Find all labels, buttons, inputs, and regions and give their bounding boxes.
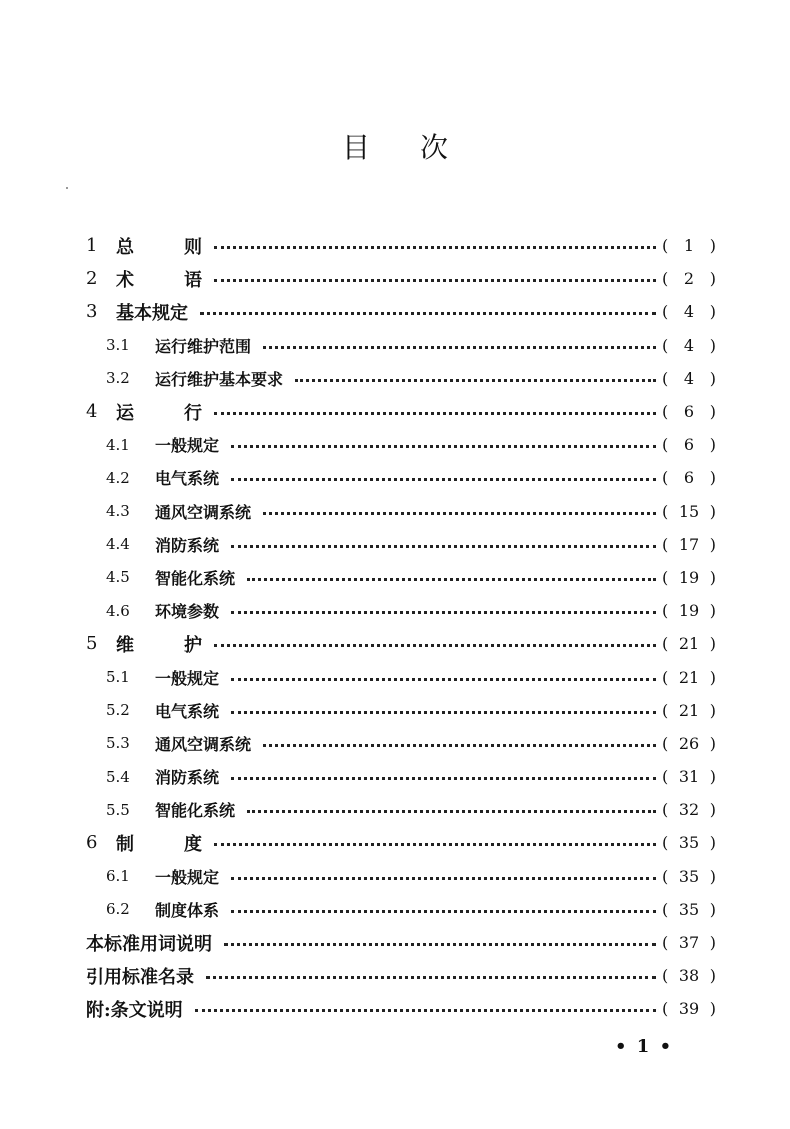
toc-entry-page (662, 800, 716, 819)
paren-close: ) (709, 634, 716, 654)
toc-entry-number: 4.3 (106, 502, 130, 521)
toc-entry-label: 电气系统 (155, 469, 220, 489)
paren-open: ( (662, 899, 669, 919)
toc-entry-page (662, 867, 716, 886)
toc-entry-page (662, 601, 716, 620)
page-ref-number: 17 (678, 534, 700, 554)
paren-close: ) (709, 402, 716, 422)
page-ref-number: 31 (678, 767, 700, 787)
toc-entry-number: 6.1 (106, 867, 130, 886)
dot-leader (231, 611, 656, 614)
paren-open: ( (662, 800, 669, 820)
dot-leader (214, 843, 656, 846)
paren-open: ( (662, 966, 669, 986)
page-ref-number: 4 (683, 302, 695, 322)
table-of-contents (86, 229, 716, 1026)
toc-entry-label-char: 度 (184, 833, 202, 855)
dot-leader (214, 279, 656, 282)
toc-entry-label: 引用标准名录 (86, 966, 194, 988)
toc-entry-page (662, 302, 716, 321)
dot-leader (195, 1009, 656, 1012)
dot-leader (231, 711, 656, 714)
toc-entry[interactable] (86, 262, 716, 295)
toc-entry-number: 5.1 (106, 668, 130, 687)
paren-close: ) (709, 700, 716, 720)
toc-entry[interactable] (86, 959, 716, 992)
toc-entry-label-char: 总 (116, 236, 134, 258)
paren-open: ( (662, 933, 669, 953)
paren-open: ( (662, 634, 669, 654)
toc-entry[interactable] (86, 229, 716, 262)
toc-entry[interactable] (86, 793, 716, 826)
paren-close: ) (709, 269, 716, 289)
toc-entry[interactable] (86, 395, 716, 428)
toc-entry-label (116, 830, 202, 856)
toc-entry[interactable] (86, 495, 716, 528)
paren-open: ( (662, 534, 669, 554)
toc-entry-number: 6 (86, 832, 98, 854)
toc-entry-page (662, 336, 716, 355)
dot-leader (214, 412, 656, 415)
toc-entry[interactable] (86, 461, 716, 494)
dot-leader (263, 512, 656, 515)
toc-entry-page (662, 734, 716, 753)
toc-entry[interactable] (86, 594, 716, 627)
dot-leader (231, 910, 656, 913)
toc-entry-page (662, 236, 716, 255)
toc-entry-number: 5.5 (106, 800, 130, 819)
page-ref-number: 32 (678, 800, 700, 820)
paren-close: ) (709, 501, 716, 521)
page-ref-number: 35 (678, 833, 700, 853)
scan-speck (66, 187, 68, 189)
toc-entry-page (662, 435, 716, 454)
toc-entry-page (662, 535, 716, 554)
paren-open: ( (662, 501, 669, 521)
page-ref-number: 19 (678, 601, 700, 621)
toc-entry[interactable] (86, 329, 716, 362)
toc-entry-page (662, 269, 716, 288)
toc-entry-page (662, 402, 716, 421)
page-ref-number: 6 (683, 402, 695, 422)
dot-leader (231, 545, 656, 548)
paren-close: ) (709, 999, 716, 1019)
toc-entry-page (662, 833, 716, 852)
toc-entry-label: 一般规定 (155, 668, 220, 688)
toc-entry-label-char: 行 (184, 402, 202, 424)
toc-entry[interactable] (86, 627, 716, 660)
toc-entry[interactable] (86, 694, 716, 727)
toc-entry-page (662, 933, 716, 952)
dot-leader (295, 379, 656, 382)
toc-entry-page (662, 468, 716, 487)
dot-leader (247, 578, 656, 581)
toc-entry-label: 环境参数 (155, 602, 220, 622)
paren-open: ( (662, 302, 669, 322)
paren-close: ) (709, 933, 716, 953)
paren-close: ) (709, 966, 716, 986)
paren-close: ) (709, 899, 716, 919)
page-ref-number: 21 (678, 634, 700, 654)
page-ref-number: 37 (678, 933, 700, 953)
paren-close: ) (709, 567, 716, 587)
toc-entry-number: 5.3 (106, 734, 130, 753)
dot-leader (231, 877, 656, 880)
toc-entry-label (116, 631, 202, 657)
toc-entry-page (662, 369, 716, 388)
paren-open: ( (662, 999, 669, 1019)
toc-entry-number: 4 (86, 401, 98, 423)
toc-entry-label: 通风空调系统 (155, 502, 252, 522)
paren-open: ( (662, 767, 669, 787)
toc-entry-number: 3.1 (106, 336, 130, 355)
paren-close: ) (709, 733, 716, 753)
toc-entry-number: 4.6 (106, 601, 130, 620)
paren-close: ) (709, 767, 716, 787)
paren-open: ( (662, 435, 669, 455)
dot-leader (231, 478, 656, 481)
paren-close: ) (709, 800, 716, 820)
toc-entry-page (662, 701, 716, 720)
toc-entry[interactable] (86, 760, 716, 793)
paren-close: ) (709, 468, 716, 488)
page-ref-number: 6 (683, 435, 695, 455)
toc-entry-label: 消防系统 (155, 768, 220, 788)
toc-entry[interactable] (86, 528, 716, 561)
dot-leader (231, 445, 656, 448)
toc-entry[interactable] (86, 992, 716, 1025)
paren-close: ) (709, 236, 716, 256)
toc-entry-page (662, 668, 716, 687)
toc-entry-label: 一般规定 (155, 436, 220, 456)
paren-open: ( (662, 667, 669, 687)
dot-leader (231, 678, 656, 681)
page-ref-number: 1 (683, 236, 695, 256)
paren-close: ) (709, 601, 716, 621)
page-ref-number: 38 (678, 966, 700, 986)
toc-entry-number: 3.2 (106, 369, 130, 388)
toc-entry-label: 本标准用词说明 (86, 933, 212, 955)
toc-entry-page (662, 568, 716, 587)
page-number: • 1 • (615, 1036, 674, 1057)
toc-entry-label (116, 233, 202, 259)
toc-entry-number: 4.1 (106, 435, 130, 454)
toc-entry-label-char: 语 (184, 269, 202, 291)
dot-leader (247, 810, 656, 813)
toc-entry-label-char: 则 (184, 236, 202, 258)
paren-open: ( (662, 700, 669, 720)
dot-leader (214, 246, 656, 249)
toc-entry-label: 智能化系统 (155, 568, 236, 588)
page-ref-number: 21 (678, 700, 700, 720)
toc-entry-label-char: 制 (116, 833, 134, 855)
toc-entry-label: 基本规定 (116, 302, 188, 324)
paren-open: ( (662, 567, 669, 587)
dot-leader (231, 777, 656, 780)
toc-entry[interactable] (86, 362, 716, 395)
toc-entry-page (662, 966, 716, 985)
toc-entry-number: 6.2 (106, 900, 130, 919)
toc-entry-label-char: 术 (116, 269, 134, 291)
dot-leader (224, 943, 656, 946)
toc-entry[interactable] (86, 860, 716, 893)
toc-entry-page (662, 900, 716, 919)
paren-close: ) (709, 534, 716, 554)
toc-entry-number: 4.4 (106, 535, 130, 554)
toc-entry[interactable] (86, 660, 716, 693)
dot-leader (263, 346, 656, 349)
dot-leader (206, 976, 656, 979)
page-ref-number: 35 (678, 899, 700, 919)
paren-open: ( (662, 269, 669, 289)
toc-entry-number: 4.5 (106, 568, 130, 587)
toc-entry-number: 2 (86, 268, 98, 290)
toc-entry-number: 3 (86, 301, 98, 323)
page-ref-number: 19 (678, 567, 700, 587)
paren-close: ) (709, 833, 716, 853)
toc-entry-label: 附:条文说明 (86, 999, 183, 1021)
toc-entry[interactable] (86, 893, 716, 926)
page-ref-number: 26 (678, 733, 700, 753)
page-ref-number: 6 (683, 468, 695, 488)
page-ref-number: 35 (678, 866, 700, 886)
paren-open: ( (662, 601, 669, 621)
paren-close: ) (709, 302, 716, 322)
toc-entry-label: 电气系统 (155, 701, 220, 721)
toc-entry[interactable] (86, 295, 716, 328)
toc-entry[interactable] (86, 727, 716, 760)
paren-close: ) (709, 368, 716, 388)
toc-entry-page (662, 999, 716, 1018)
toc-entry-label: 运行维护范围 (155, 336, 252, 356)
dot-leader (214, 644, 656, 647)
toc-entry-label-char: 护 (184, 634, 202, 656)
paren-close: ) (709, 866, 716, 886)
toc-entry-page (662, 634, 716, 653)
paren-open: ( (662, 468, 669, 488)
toc-entry-label: 消防系统 (155, 535, 220, 555)
dot-leader (263, 744, 656, 747)
toc-entry-label: 一般规定 (155, 867, 220, 887)
paren-close: ) (709, 667, 716, 687)
dot-leader (200, 312, 656, 315)
title-char: 目 (341, 131, 420, 164)
toc-entry[interactable] (86, 561, 716, 594)
page-ref-number: 4 (683, 335, 695, 355)
paren-open: ( (662, 733, 669, 753)
toc-entry-label-char: 运 (116, 402, 134, 424)
paren-close: ) (709, 335, 716, 355)
toc-entry[interactable] (86, 826, 716, 859)
paren-open: ( (662, 402, 669, 422)
toc-entry-number: 5 (86, 633, 98, 655)
paren-open: ( (662, 335, 669, 355)
page-ref-number: 2 (683, 269, 695, 289)
toc-entry[interactable] (86, 926, 716, 959)
toc-entry-label: 通风空调系统 (155, 734, 252, 754)
toc-entry-number: 1 (86, 235, 98, 257)
paren-open: ( (662, 236, 669, 256)
toc-entry-page (662, 767, 716, 786)
page-ref-number: 4 (683, 368, 695, 388)
toc-entry[interactable] (86, 428, 716, 461)
page-ref-number: 21 (678, 667, 700, 687)
page-title (0, 126, 790, 166)
toc-entry-number: 5.2 (106, 701, 130, 720)
paren-open: ( (662, 368, 669, 388)
toc-entry-number: 4.2 (106, 468, 130, 487)
toc-entry-label-char: 维 (116, 634, 134, 656)
toc-entry-label (116, 399, 202, 425)
paren-close: ) (709, 435, 716, 455)
paren-open: ( (662, 833, 669, 853)
title-char: 次 (420, 131, 499, 164)
page-ref-number: 39 (678, 999, 700, 1019)
toc-entry-page (662, 502, 716, 521)
toc-entry-label: 智能化系统 (155, 801, 236, 821)
toc-entry-label: 运行维护基本要求 (155, 369, 284, 389)
page-ref-number: 15 (678, 501, 700, 521)
toc-entry-number: 5.4 (106, 767, 130, 786)
toc-entry-label: 制度体系 (155, 900, 220, 920)
toc-entry-label (116, 266, 202, 292)
paren-open: ( (662, 866, 669, 886)
